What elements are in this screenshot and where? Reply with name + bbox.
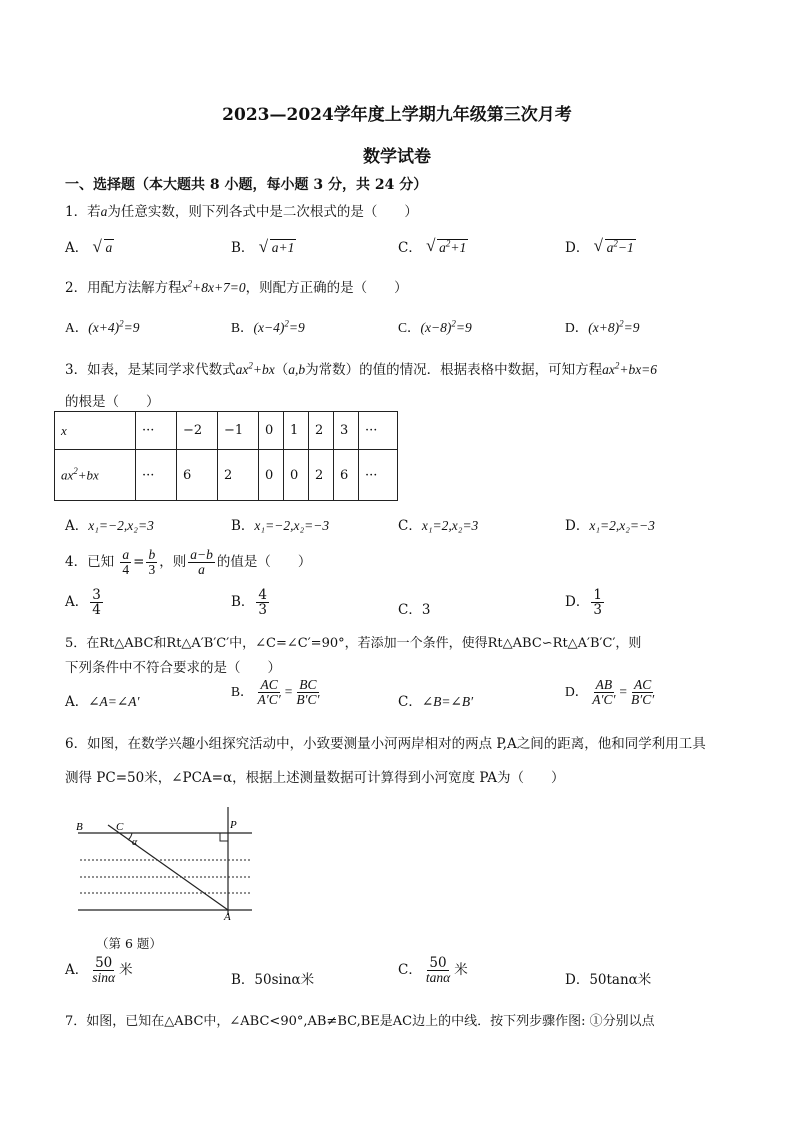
q6-option-a[interactable]: A． $\frac{50}{\sin\alpha}$ 米	[65, 955, 133, 986]
table-cell: ···	[136, 450, 177, 501]
label-alpha: α	[132, 837, 138, 848]
exam-subtitle: 数学试卷	[363, 147, 431, 167]
q4-option-b[interactable]: B． $\frac{4}{3}$	[231, 587, 268, 619]
q4-option-c[interactable]: C．3	[398, 602, 431, 618]
q2-stem: 2．用配方法解方程$x^2+8x+7=0$，则配方正确的是（ ）	[65, 278, 408, 296]
q1-stem: 1．若a为任意实数，则下列各式中是二次根式的是（ ）	[65, 204, 418, 220]
q4-option-a[interactable]: A． $\frac{3}{4}$	[65, 587, 101, 619]
table-cell: 2	[309, 412, 334, 450]
q5-option-b[interactable]: B． $\frac{AC}{A'C'}$ = $\frac{BC}{B'C'}$	[231, 677, 320, 708]
q5-stem-line1: 5．在Rt△ABC和Rt△A′B′C′中，∠C=∠C′=90°，若添加一个条件，使得Rt△ABC∽Rt△A′B′C′，则	[65, 636, 642, 651]
q3-option-c[interactable]: C．x₁=2,x₂=3	[398, 518, 479, 534]
table-cell: 6	[177, 450, 218, 501]
q3-value-table	[54, 411, 398, 501]
table-cell: 2	[218, 450, 259, 501]
q3-stem-line1: 3．如表，是某同学求代数式$ax^2+bx(a,b$为常数）的值的情况．根据表格中数据，可知方程$ax^2+bx=6$	[65, 360, 658, 378]
label-b: B	[76, 821, 83, 833]
q5-option-d[interactable]: D． $\frac{AB}{A'C'}$ = $\frac{AC}{B'C'}$	[565, 677, 655, 708]
q2-option-c[interactable]: C．$(x-8)^2=9$	[398, 318, 472, 335]
q2-option-b[interactable]: B．$(x-4)^2=9$	[231, 318, 305, 335]
q2-option-d[interactable]: D．$(x+8)^2=9$	[565, 318, 640, 335]
table-row	[55, 412, 398, 450]
q3-option-a[interactable]: A．x₁=−2,x₂=3	[65, 518, 154, 534]
table-cell: ···	[359, 450, 398, 501]
table-head-expr: $ax^2+bx$	[55, 450, 136, 501]
q7-stem-line1: 7．如图，已知在△ABC中，∠ABC<90°,AB≠BC,BE是AC边上的中线．按下列步骤作图: ①分别以点	[65, 1014, 655, 1029]
q5-stem-line2: 下列条件中不符合要求的是（ ）	[65, 660, 281, 676]
q6-option-d[interactable]: D．50tanα米	[565, 972, 652, 988]
table-cell: 3	[334, 412, 359, 450]
label-c: C	[116, 821, 124, 833]
label-p: P	[230, 819, 237, 831]
table-cell: ···	[359, 412, 398, 450]
q2-option-a[interactable]: A．$(x+4)^2=9$	[65, 318, 140, 335]
q6-stem-line1: 6．如图，在数学兴趣小组探究活动中，小致要测量小河两岸相对的两点 P,A之间的距离，他和同学利用工具	[65, 736, 706, 752]
q6-figure	[70, 805, 260, 920]
table-cell: −1	[218, 412, 259, 450]
table-cell: 0	[259, 412, 284, 450]
q1-option-b[interactable]: B． √ a+1	[231, 237, 295, 256]
table-head-x: x	[55, 412, 136, 450]
q6-option-c[interactable]: C． $\frac{50}{\tan\alpha}$ 米	[398, 955, 468, 986]
q1-option-d[interactable]: D． √ $a^2-1$	[565, 235, 634, 256]
q1-option-a[interactable]: A． √ a	[65, 237, 113, 256]
q1-option-c[interactable]: C． √ $a^2+1$	[398, 235, 467, 256]
table-cell: 0	[284, 450, 309, 501]
table-row	[55, 450, 398, 501]
table-cell: ···	[136, 412, 177, 450]
right-angle-mark	[220, 833, 228, 841]
section-heading: 一、选择题（本大题共 8 小题，每小题 3 分，共 24 分）	[65, 177, 428, 193]
label-a: A	[224, 911, 231, 920]
q6-stem-line2: 测得 PC=50米，∠PCA=α，根据上述测量数据可计算得到小河宽度 PA为（ ）	[65, 770, 565, 786]
q3-stem-line2: 的根是（ ）	[65, 394, 160, 410]
table-cell: 6	[334, 450, 359, 501]
q4-option-d[interactable]: D． $\frac{1}{3}$	[565, 587, 602, 619]
q6-option-b[interactable]: B．50sinα米	[231, 972, 315, 988]
q5-option-a[interactable]: A．∠A=∠A′	[65, 694, 140, 710]
q4-stem: 4．已知 $\frac{a}{4}$ = $\frac{b}{3}$ ，则 $\frac{a-b}{a}$ 的值是（ ）	[65, 547, 312, 578]
sight-line	[108, 825, 228, 910]
table-cell: −2	[177, 412, 218, 450]
q3-option-b[interactable]: B．x₁=−2,x₂=−3	[231, 518, 330, 534]
exam-title: 2023—2024学年度上学期九年级第三次月考	[222, 105, 572, 125]
q5-option-c[interactable]: C．∠B=∠B′	[398, 694, 474, 710]
q6-figure-caption: （第 6 题）	[96, 936, 162, 951]
table-cell: 2	[309, 450, 334, 501]
table-cell: 0	[259, 450, 284, 501]
table-cell: 1	[284, 412, 309, 450]
q3-option-d[interactable]: D．x₁=2,x₂=−3	[565, 518, 655, 534]
